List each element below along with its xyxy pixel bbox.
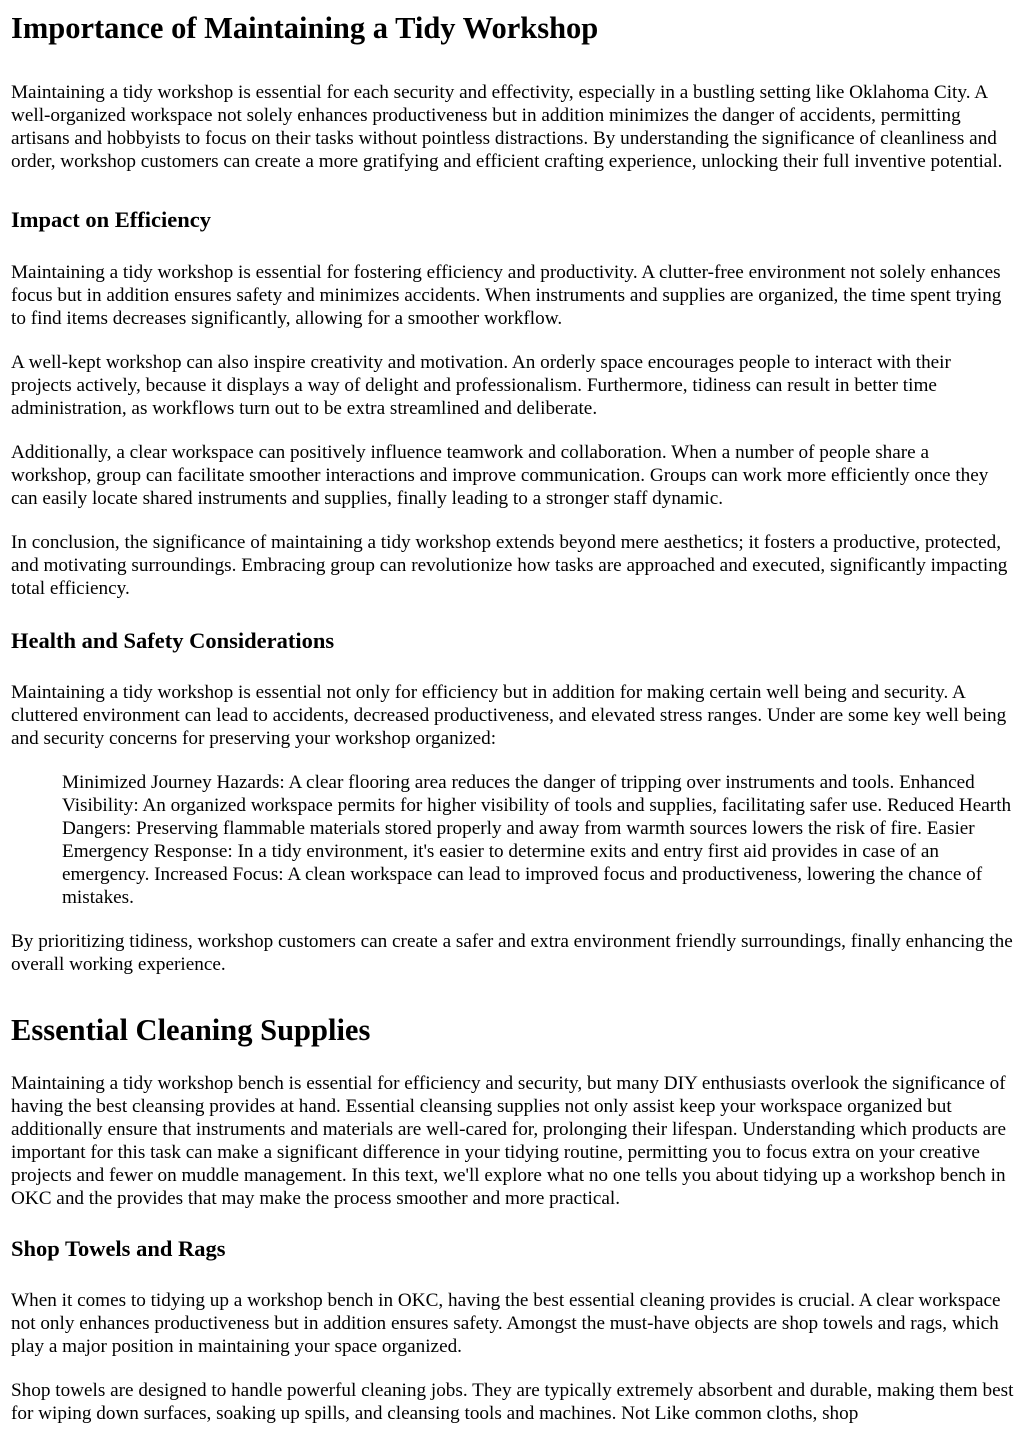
section-heading-cleaning-supplies: Essential Cleaning Supplies xyxy=(11,1013,371,1047)
subheading-health-and-safety: Health and Safety Considerations xyxy=(11,628,335,653)
subheading-shop-towels: Shop Towels and Rags xyxy=(11,1236,226,1261)
paragraph: Shop towels are designed to handle powerful cleaning jobs. They are typically extremely absorbent and durable, making them best for wiping down surfaces, soaking up spills, and cleansing tools and machines. Not Like common cloths, shop xyxy=(11,1380,1014,1424)
paragraph-intro: Maintaining a tidy workshop bench is essential for efficiency and security, but many DIY enthusiasts overlook the significance of having the best cleansing provides at hand. Essential cleansing supplies not only assist keep your workspace organized but additionally ensure that instruments and materials are well-cared for, prolonging their lifespan. Understanding which products are important for this task can make a significant difference in your tidying routine, permitting you to focus extra on your creative projects and fewer on muddle management. In this text, we'll explore what no one tells you about tidying up a workshop bench in OKC and the provides that may make the process smoother and more practical. xyxy=(11,1073,1007,1209)
paragraph: Maintaining a tidy workshop is essential for fostering efficiency and productivity. A clutter-free environment not solely enhances focus but in addition ensures safety and minimizes accidents. When instruments and supplies are organized, the time spent trying to find items decreases significantly, allowing for a smoother workflow. xyxy=(11,262,1002,329)
paragraph: In conclusion, the significance of maintaining a tidy workshop extends beyond mere aesthetics; it fosters a productive, protected, and motivating surroundings. Embracing group can revolutionize how tasks are approached and executed, significantly impacting total efficiency. xyxy=(11,532,1008,599)
paragraph: When it comes to tidying up a workshop bench in OKC, having the best essential cleaning provides is crucial. A clear workspace not only enhances productiveness but in addition ensures safety. Amongst the must-have objects are shop towels and rags, which play a major position in maintaining your space organized. xyxy=(11,1290,1001,1357)
safety-blockquote: Minimized Journey Hazards: A clear flooring area reduces the danger of tripping over instruments and tools. Enhanced Visibility: An organized workspace permits for higher visibility of tools and supplies, facilitating safer use. Reduced Hearth Dangers: Preserving flammable materials stored properly and away from warmth sources lowers the risk of fire. Easier Emergency Response: In a tidy environment, it's easier to determine exits and entry first aid provides in case of an emergency. Increased Focus: A clean workspace can lead to improved focus and productiveness, lowering the chance of mistakes. xyxy=(62,772,1012,908)
paragraph-intro: Maintaining a tidy workshop is essential for each security and effectivity, especially in a bustling setting like Oklahoma City. A well-organized workspace not solely enhances productiveness but in addition minimizes the danger of accidents, permitting artisans and hobbyists to focus on their tasks without pointless distractions. By understanding the significance of cleanliness and order, workshop customers can create a more gratifying and efficient crafting experience, unlocking their full inventive potential. xyxy=(11,82,1003,172)
paragraph: A well-kept workshop can also inspire creativity and motivation. An orderly space encourages people to interact with their projects actively, because it displays a way of delight and professionalism. Furthermore, tidiness can result in better time administration, as workflows turn out to be extra streamlined and deliberate. xyxy=(11,352,951,419)
paragraph: Additionally, a clear workspace can positively influence teamwork and collaboration. When a number of people share a workshop, group can facilitate smoother interactions and improve communication. Groups can work more efficiently once they can easily locate shared instruments and supplies, finally leading to a stronger staff dynamic. xyxy=(11,442,989,509)
section-heading-tidy-workshop: Importance of Maintaining a Tidy Workshop xyxy=(11,11,599,45)
paragraph: By prioritizing tidiness, workshop customers can create a safer and extra environment friendly surroundings, finally enhancing the overall working experience. xyxy=(11,931,1013,975)
paragraph: Maintaining a tidy workshop is essential not only for efficiency but in addition for making certain well being and security. A cluttered environment can lead to accidents, decreased productiveness, and elevated stress ranges. Under are some key well being and security concerns for preserving your workshop organized: xyxy=(11,682,1007,749)
subheading-impact-on-efficiency: Impact on Efficiency xyxy=(11,207,211,232)
article xyxy=(0,10,1024,1425)
